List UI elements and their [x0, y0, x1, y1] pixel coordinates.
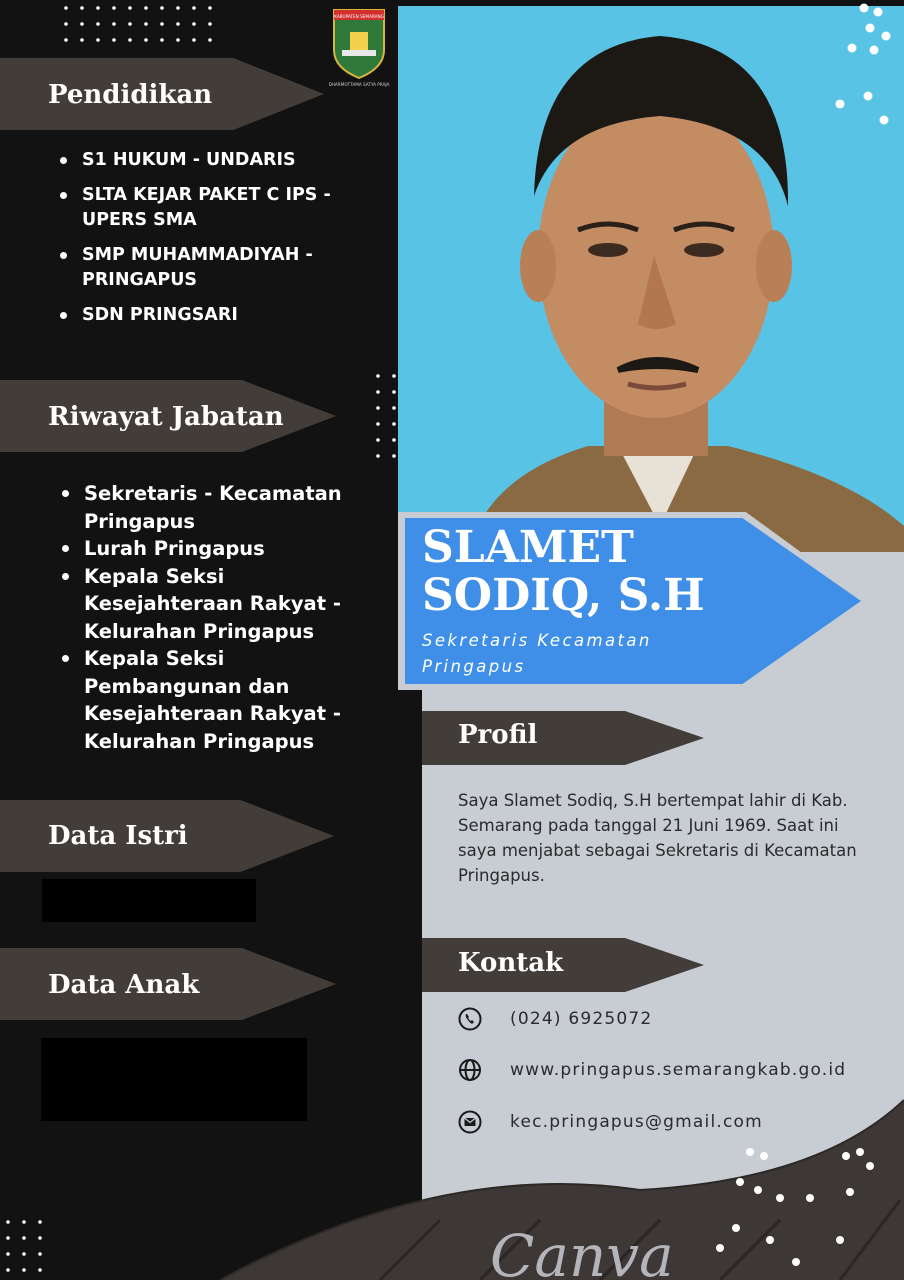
list-item: Kepala Seksi Kesejahteraan Rakyat - Kelurahan Pringapus: [62, 563, 352, 646]
dot-grid-top-left: [58, 0, 218, 44]
logo-motto: DHARMOTTAMA SATYA PRAJA: [328, 82, 390, 87]
dot-grid-bottom-left: [0, 1214, 54, 1280]
contact-phone-row: [458, 1007, 652, 1031]
list-item: Kepala Seksi Pembangunan dan Kesejahteraan Rakyat - Kelurahan Pringapus: [62, 645, 352, 755]
education-list: [60, 148, 350, 338]
spouse-title: Data Istri: [48, 821, 188, 851]
education-title: Pendidikan: [48, 80, 213, 110]
career-list: [62, 480, 352, 755]
career-title: Riwayat Jabatan: [48, 402, 284, 432]
list-item: Sekretaris - Kecamatan Pringapus: [62, 480, 352, 535]
spouse-redacted-box: [42, 879, 256, 922]
person-role: Sekretaris Kecamatan Pringapus: [422, 631, 652, 676]
profile-title: Profil: [458, 720, 538, 750]
logo-top-text: KABUPATEN SEMARANG: [334, 14, 384, 19]
children-title: Data Anak: [48, 970, 200, 1000]
phone-icon: [458, 1007, 482, 1031]
profile-description: Saya Slamet Sodiq, S.H bertempat lahir di Kab. Semarang pada tanggal 21 Juni 1969. Saat ini saya menjabat sebagai Sekretaris di Kecamatan Pringapus.: [458, 791, 857, 885]
contact-website[interactable]: www.pringapus.semarangkab.go.id: [510, 1060, 847, 1080]
list-item: SLTA KEJAR PAKET C IPS - UPERS SMA: [60, 183, 350, 233]
contact-title: Kontak: [458, 948, 564, 978]
globe-icon: [458, 1058, 482, 1082]
person-name: SLAMET SODIQ, S.H: [422, 522, 705, 621]
contact-email[interactable]: kec.pringapus@gmail.com: [510, 1112, 763, 1132]
list-item: SMP MUHAMMADIYAH - PRINGAPUS: [60, 243, 350, 293]
list-item: Lurah Pringapus: [62, 535, 352, 563]
list-item: SDN PRINGSARI: [60, 303, 350, 328]
canva-watermark: Canva: [490, 1222, 674, 1280]
list-item: S1 HUKUM - UNDARIS: [60, 148, 350, 173]
decorative-swoosh: [180, 1080, 904, 1280]
logo-emblem: [320, 6, 398, 88]
contact-website-row: [458, 1058, 846, 1082]
regency-logo: [320, 6, 398, 88]
decorative-dots-top-right: [828, 0, 904, 130]
contact-phone[interactable]: (024) 6925072: [510, 1009, 653, 1029]
